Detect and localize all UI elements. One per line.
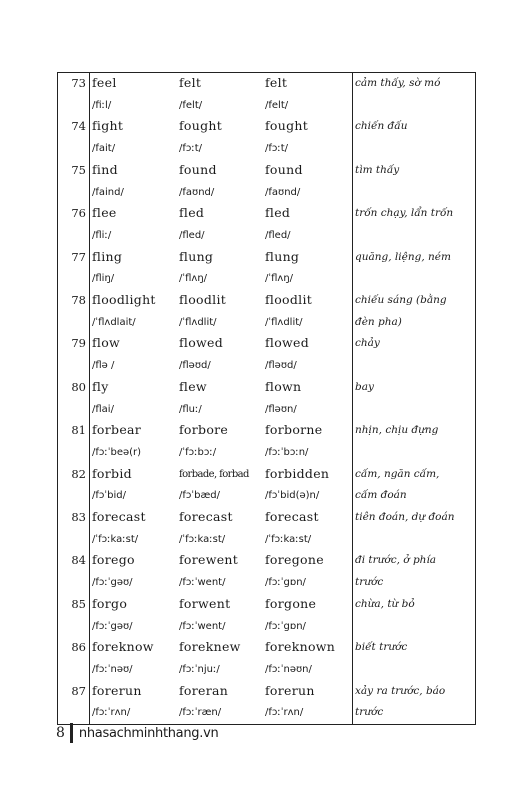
meaning: chảy: [355, 337, 380, 350]
pp-ipa: /fləʊn/: [265, 403, 297, 415]
verb-number: 81: [71, 423, 86, 438]
meaning-continued: đèn pha): [355, 315, 402, 328]
past-ipa: /fɔːˈræn/: [179, 707, 222, 719]
base-ipa: /fliː/: [92, 229, 112, 241]
base-form: fling: [92, 248, 123, 264]
base-ipa: /fɔːˈgəʊ/: [92, 620, 133, 632]
meaning-continued: trước: [355, 576, 384, 589]
past-participle: forbidden: [265, 465, 330, 481]
pp-ipa: /ˈflʌŋ/: [265, 273, 294, 285]
verb-row: [58, 290, 476, 312]
base-form: feel: [92, 75, 117, 90]
meaning: bay: [355, 380, 374, 393]
past-participle: forgone: [265, 595, 317, 611]
verb-number: 73: [71, 76, 86, 90]
past-ipa: /ˈflʌŋ/: [179, 273, 208, 285]
verb-table-body: [58, 73, 476, 725]
past-form: forecast: [179, 509, 233, 525]
verb-row: [58, 681, 476, 703]
verb-row: [58, 160, 476, 182]
verb-number: 86: [71, 640, 86, 655]
meaning-continued: trước: [355, 706, 384, 719]
verb-row: [58, 594, 476, 616]
verb-number: 74: [71, 119, 86, 134]
base-ipa: /fɔːˈbeə(r): [92, 446, 142, 458]
verb-ipa-row: [58, 616, 476, 638]
past-ipa: /fɔːˈwent/: [179, 620, 226, 632]
base-ipa: /fɔːˈnəʊ/: [92, 663, 133, 675]
verb-row: [58, 73, 476, 95]
verb-row: [58, 550, 476, 572]
base-form: fight: [92, 118, 124, 134]
pp-ipa: /fled/: [265, 229, 291, 241]
verb-ipa-row: [58, 268, 476, 290]
past-participle: foregone: [265, 552, 324, 568]
past-form: flung: [179, 248, 214, 264]
verb-ipa-row: [58, 442, 476, 464]
pp-ipa: /fɔˈbid(ə)n/: [265, 490, 320, 502]
past-participle: flung: [265, 248, 300, 264]
past-ipa: /fɔˈbæd/: [179, 490, 221, 502]
past-form: floodlit: [179, 292, 227, 308]
base-form: forerun: [92, 682, 142, 698]
page-number: 8: [56, 725, 65, 741]
meaning: chiếu sáng (bằng: [355, 294, 447, 307]
past-participle: felt: [265, 75, 288, 90]
verb-number: 76: [71, 206, 86, 221]
base-ipa: /ˈflʌdlait/: [92, 316, 136, 328]
past-ipa: /ˈfɔːkaːst/: [179, 533, 226, 545]
past-ipa: /ˈflʌdlit/: [179, 316, 217, 328]
past-form: forwent: [179, 595, 231, 611]
base-ipa: /fɔːˈrʌn/: [92, 707, 131, 719]
verb-number: 75: [71, 162, 86, 177]
verb-ipa-row: [58, 95, 476, 117]
past-ipa: /felt/: [179, 99, 203, 111]
meaning: quăng, liệng, ném: [355, 250, 451, 263]
base-form: forbear: [92, 422, 142, 438]
page-footer: [56, 722, 218, 744]
past-form: found: [179, 161, 217, 177]
verb-row: [58, 377, 476, 399]
past-ipa: /fɔːˈnjuː/: [179, 663, 220, 675]
meaning-continued: cấm đoán: [355, 489, 407, 502]
past-participle: fought: [265, 118, 309, 134]
past-form: fought: [179, 118, 223, 134]
verb-number: 80: [71, 379, 86, 394]
past-ipa: /fləʊd/: [179, 360, 211, 372]
verb-row: [58, 637, 476, 659]
verb-ipa-row: [58, 529, 476, 551]
pp-ipa: /ˈfɔːkaːst/: [265, 533, 312, 545]
meaning: xảy ra trước, báo: [355, 684, 446, 697]
verb-ipa-row: [58, 312, 476, 334]
meaning: cấm, ngăn cấm,: [355, 467, 440, 480]
verb-row: [58, 333, 476, 355]
past-participle: forborne: [265, 422, 323, 438]
past-ipa: /fɔːˈwent/: [179, 577, 226, 589]
past-form: felt: [179, 75, 202, 90]
footer-divider: [70, 723, 73, 743]
pp-ipa: /fɔːˈgɒn/: [265, 577, 306, 589]
verb-ipa-row: [58, 572, 476, 594]
pp-ipa: /fləʊd/: [265, 360, 297, 372]
verb-ipa-row: [58, 399, 476, 421]
base-ipa: /faind/: [92, 186, 124, 198]
past-participle: floodlit: [265, 292, 313, 308]
past-ipa: /ˈfɔːbɔː/: [179, 446, 217, 458]
verb-row: [58, 203, 476, 225]
verb-number: 83: [71, 510, 86, 525]
meaning: tiên đoán, dự đoán: [355, 511, 455, 524]
verb-row: [58, 116, 476, 138]
base-form: forbid: [92, 465, 132, 481]
base-ipa: /flai/: [92, 403, 114, 415]
past-form: fled: [179, 205, 205, 221]
base-form: flow: [92, 335, 121, 351]
verb-number: 79: [71, 336, 86, 351]
verb-number: 84: [71, 553, 86, 568]
past-form: forewent: [179, 552, 239, 568]
pp-ipa: /fɔːˈrʌn/: [265, 707, 304, 719]
base-ipa: /fɔˈbid/: [92, 490, 126, 502]
base-form: find: [92, 161, 118, 177]
verb-row: [58, 507, 476, 529]
base-form: floodlight: [92, 292, 156, 308]
verb-ipa-row: [58, 485, 476, 507]
footer-site: nhasachminhthang.vn: [78, 725, 219, 741]
meaning: tìm thấy: [355, 163, 400, 176]
base-form: forecast: [92, 509, 146, 525]
base-ipa: /flə /: [92, 360, 115, 372]
pp-ipa: /fɔːt/: [265, 143, 289, 155]
verb-ipa-row: [58, 225, 476, 247]
meaning: cảm thấy, sờ mó: [355, 77, 441, 89]
verb-ipa-row: [58, 659, 476, 681]
past-participle: flowed: [265, 335, 310, 351]
base-form: flee: [92, 205, 117, 221]
meaning: trốn chạy, lẩn trốn: [355, 207, 454, 220]
verb-number: 85: [71, 596, 86, 611]
past-participle: fled: [265, 205, 291, 221]
base-form: fly: [92, 378, 109, 394]
verb-ipa-row: [58, 182, 476, 204]
pp-ipa: /fɔːˈbɔːn/: [265, 446, 309, 458]
meaning: đi trước, ở phía: [355, 554, 437, 567]
meaning: chừa, từ bỏ: [355, 597, 415, 610]
base-form: forego: [92, 552, 135, 568]
base-ipa: /fɔːˈgəʊ/: [92, 577, 133, 589]
past-form: foreknew: [179, 639, 241, 655]
past-ipa: /fluː/: [179, 403, 202, 415]
past-participle: forecast: [265, 509, 319, 525]
base-ipa: /fait/: [92, 143, 116, 155]
past-form: flew: [179, 378, 207, 394]
verb-number: 82: [71, 466, 86, 481]
pp-ipa: /ˈflʌdlit/: [265, 316, 303, 328]
base-ipa: /ˈfɔːkaːst/: [92, 533, 139, 545]
past-form: flowed: [179, 335, 224, 351]
past-ipa: /fled/: [179, 229, 205, 241]
past-form: foreran: [179, 682, 229, 698]
base-ipa: /fiːl/: [92, 99, 112, 111]
past-ipa: /fɔːt/: [179, 143, 203, 155]
verb-number: 87: [71, 683, 86, 698]
verb-row: [58, 464, 476, 486]
verb-row: [58, 247, 476, 269]
verb-number: 77: [71, 249, 86, 264]
meaning: chiến đấu: [355, 120, 408, 133]
irregular-verbs-table: [57, 72, 476, 725]
past-form: forbade, forbad: [179, 468, 249, 480]
past-participle: flown: [265, 378, 302, 394]
past-participle: forerun: [265, 682, 315, 698]
meaning: biết trước: [355, 641, 408, 654]
verb-ipa-row: [58, 138, 476, 160]
past-form: forbore: [179, 422, 229, 438]
pp-ipa: /faʊnd/: [265, 186, 301, 198]
verb-ipa-row: [58, 355, 476, 377]
meaning: nhịn, chịu đựng: [355, 424, 439, 437]
pp-ipa: /felt/: [265, 99, 289, 111]
past-participle: found: [265, 161, 303, 177]
base-ipa: /fliŋ/: [92, 273, 115, 285]
base-form: foreknow: [92, 639, 154, 655]
pp-ipa: /fɔːˈgɒn/: [265, 620, 306, 632]
verb-row: [58, 420, 476, 442]
verb-number: 78: [71, 293, 86, 308]
base-form: forgo: [92, 595, 128, 611]
past-participle: foreknown: [265, 639, 336, 655]
pp-ipa: /fɔːˈnəʊn/: [265, 663, 312, 675]
past-ipa: /faʊnd/: [179, 186, 215, 198]
